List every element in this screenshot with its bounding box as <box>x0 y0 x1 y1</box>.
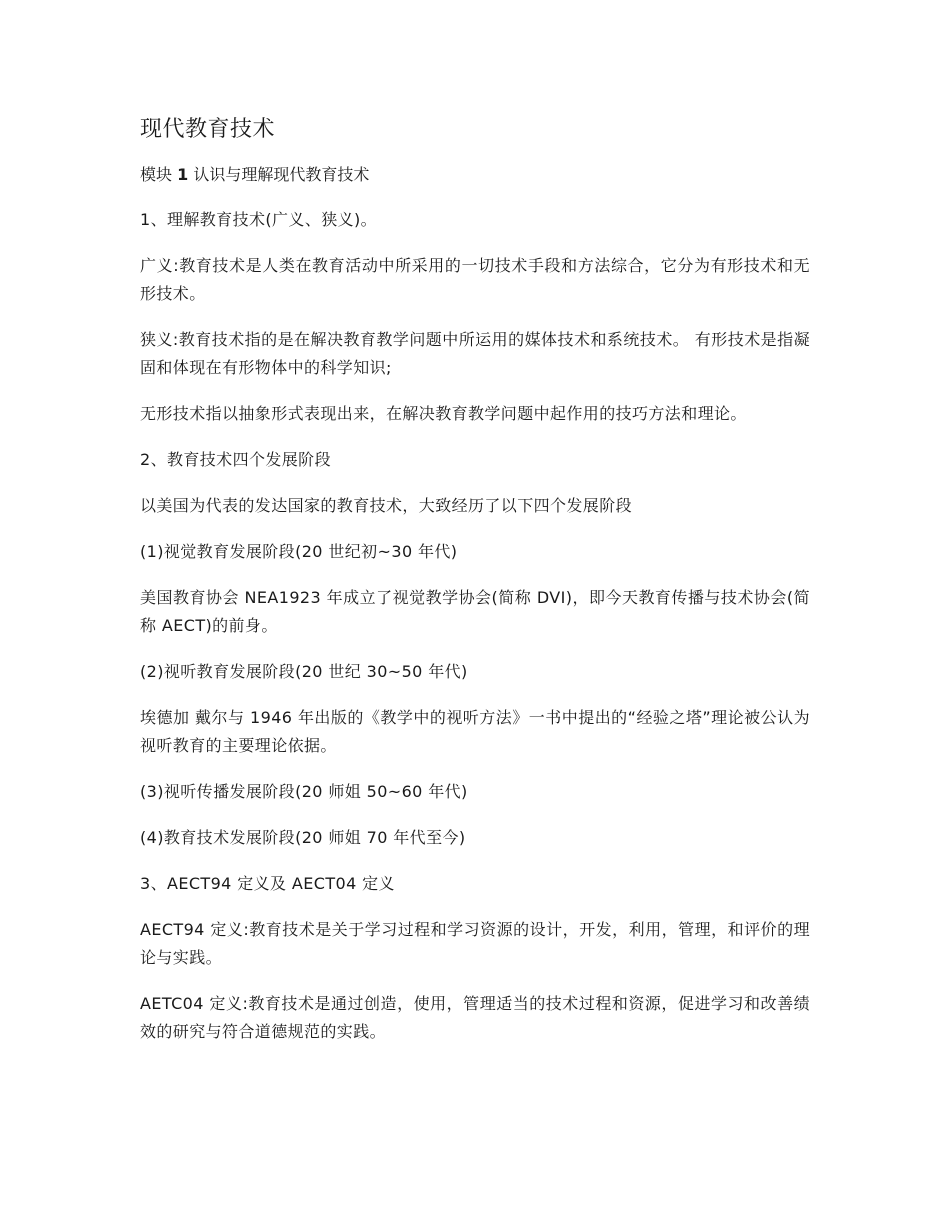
module-number: 1 <box>177 165 189 184</box>
stage-2-heading: (2)视听教育发展阶段(20 世纪 30~50 年代) <box>140 662 468 681</box>
section-heading-2: 2、教育技术四个发展阶段 <box>140 450 331 469</box>
module-name: 认识与理解现代教育技术 <box>193 165 370 184</box>
module-prefix: 模块 <box>140 165 173 184</box>
section-heading-1: 1、理解教育技术(广义、狭义)。 <box>140 210 378 229</box>
paragraph-aect94-definition: AECT94 定义:教育技术是关于学习过程和学习资源的设计，开发，利用，管理，和评价的理论与实践。 <box>140 920 810 967</box>
stage-3-heading: (3)视听传播发展阶段(20 师姐 50~60 年代) <box>140 782 468 801</box>
paragraph-stage-1: 美国教育协会 NEA1923 年成立了视觉教学协会(简称 DVI)，即今天教育传播与技术协会(简称 AECT)的前身。 <box>140 588 810 635</box>
stage-1-heading: (1)视觉教育发展阶段(20 世纪初~30 年代) <box>140 542 458 561</box>
paragraph-intangible-technology: 无形技术指以抽象形式表现出来，在解决教育教学问题中起作用的技巧方法和理论。 <box>140 404 747 423</box>
paragraph-narrow-definition: 狭义:教育技术指的是在解决教育教学问题中所运用的媒体技术和系统技术。 有形技术是指凝固和体现在有形物体中的科学知识; <box>140 330 810 377</box>
document-title: 现代教育技术 <box>140 117 276 142</box>
paragraph-broad-definition: 广义:教育技术是人类在教育活动中所采用的一切技术手段和方法综合，它分为有形技术和无形技术。 <box>140 256 810 303</box>
module-heading <box>140 161 810 189</box>
stage-4-heading: (4)教育技术发展阶段(20 师姐 70 年代至今) <box>140 828 466 847</box>
paragraph-aetc04-definition: AETC04 定义:教育技术是通过创造，使用，管理适当的技术过程和资源，促进学习和改善绩效的研究与符合道德规范的实践。 <box>140 994 810 1041</box>
document-page <box>140 112 810 1064</box>
section-heading-3: 3、AECT94 定义及 AECT04 定义 <box>140 874 395 893</box>
paragraph-stages-intro: 以美国为代表的发达国家的教育技术，大致经历了以下四个发展阶段 <box>140 496 633 515</box>
paragraph-stage-2: 埃德加 戴尔与 1946 年出版的《教学中的视听方法》一书中提出的“经验之塔”理论被公认为视听教育的主要理论依据。 <box>140 708 810 755</box>
